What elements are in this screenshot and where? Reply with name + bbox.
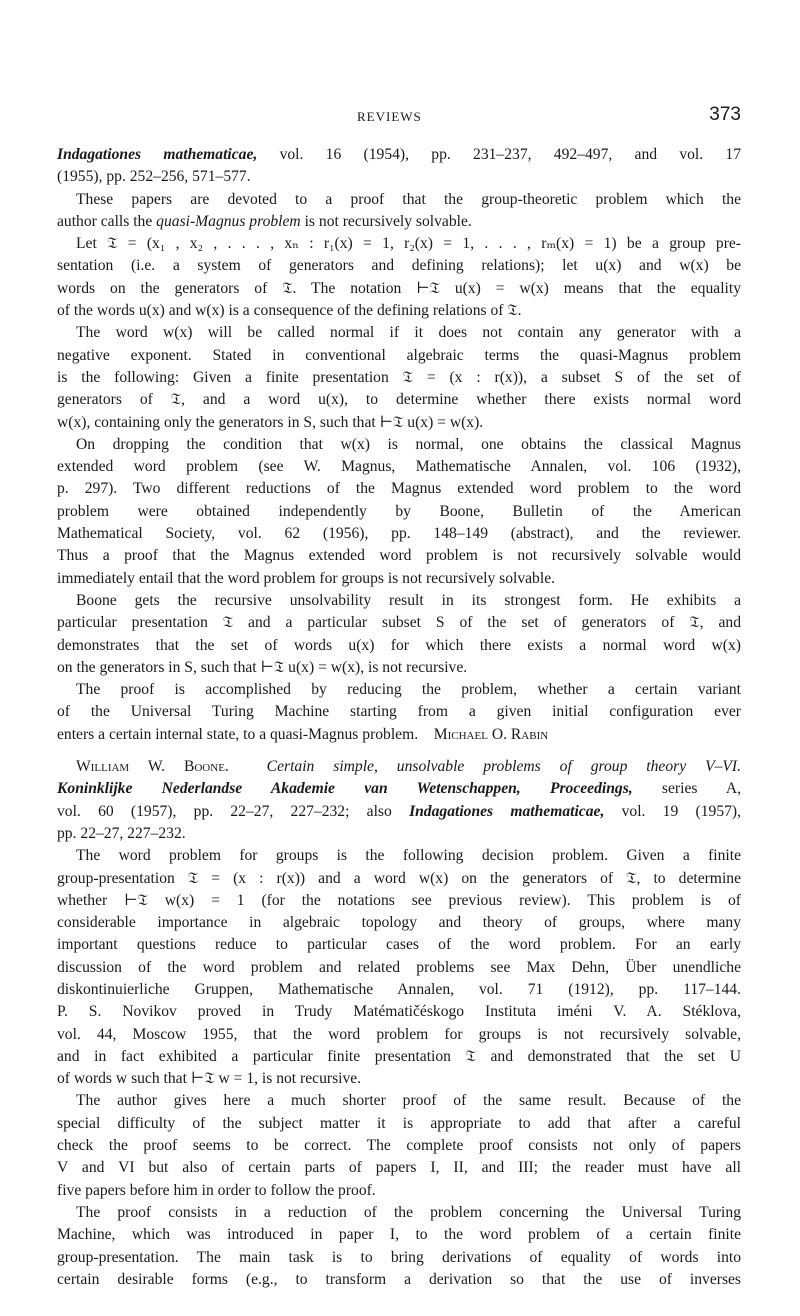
- paragraph-line: considerable importance in algebraic topology and theory of groups, where many: [57, 914, 741, 932]
- paragraph-line: of the Universal Turing Machine starting from a given initial configuration ever: [57, 703, 741, 721]
- paragraph-line: The proof consists in a reduction of the problem concerning the Universal Turing: [76, 1203, 741, 1221]
- paragraph-line: group-presentation. The main task is to bring derivations of equality of words into: [57, 1248, 741, 1266]
- paragraph-line: on the generators in S, such that ⊢𝔗 u(x) = w(x), is not recursive.: [57, 658, 468, 676]
- paragraph-line: certain desirable forms (e.g., to transform a derivation so that the use of inverses: [57, 1270, 741, 1288]
- journal-title: Indagationes mathematicae,: [57, 146, 258, 163]
- paragraph-line: Let 𝔗 = (x₁ , x₂ , . . . , xₙ : r₁(x) = 1, r₂(x) = 1, . . . , rₘ(x) = 1) be a group pre-: [76, 235, 741, 253]
- paragraph-line: demonstrates that the set of words u(x) for which there exists a normal word w(x): [57, 636, 741, 654]
- paragraph-line: vol. 44, Moscow 1955, that the word problem for groups is not recursively solvable,: [57, 1025, 741, 1043]
- running-title: REVIEWS: [357, 109, 422, 124]
- paragraph-line: The word w(x) will be called normal if it does not contain any generator with a: [76, 324, 741, 342]
- review2-citation-line: vol. 60 (1957), pp. 22–27, 227–232; also Indagationes mathematicae, vol. 19 (1957),: [57, 802, 742, 820]
- paragraph-line: five papers before him in order to follow the proof.: [57, 1181, 376, 1199]
- paragraph-line: P. S. Novikov proved in Trudy Matématičéskogo Instituta iméni V. A. Stéklova,: [57, 1003, 741, 1021]
- paragraph-line: particular presentation 𝔗 and a particular subset S of the set of generators of 𝔗, and: [57, 614, 741, 632]
- review2-heading: [57, 756, 741, 778]
- paragraph-line: important questions reduce to particular cases of the word problem. For an early: [57, 936, 741, 954]
- paragraph-line: Machine, which was introduced in paper I, to the word problem of a certain finite: [57, 1226, 741, 1244]
- paragraph-line: negative exponent. Stated in conventional algebraic terms the quasi-Magnus problem: [57, 346, 741, 364]
- paragraph-line: discussion of the word problem and related problems see Max Dehn, Über unendliche: [57, 958, 741, 976]
- body-text: [57, 144, 741, 1291]
- emphasized-term: quasi-Magnus problem: [156, 212, 301, 230]
- paragraph-line: The word problem for groups is the following decision problem. Given a finite: [76, 847, 741, 865]
- paragraph-line: group-presentation 𝔗 = (x : r(x)) and a word w(x) on the generators of 𝔗, to determine: [57, 869, 741, 887]
- journal-title: Indagationes mathematicae,: [409, 802, 605, 820]
- review-title: Certain simple, unsolvable problems of group theory V–VI.: [266, 758, 742, 776]
- paragraph-line: is the following: Given a finite presentation 𝔗 = (x : r(x)), a subset S of the set of: [57, 368, 741, 386]
- paragraph-line: extended word problem (see W. Magnus, Mathematische Annalen, vol. 106 (1932),: [57, 458, 741, 476]
- paragraph-line-with-signature: enters a certain internal state, to a quasi-Magnus problem. Michael O. Rabin: [57, 725, 549, 743]
- paragraph-line: On dropping the condition that w(x) is normal, one obtains the classical Magnus: [76, 435, 741, 453]
- review2-citation-line: Koninklijke Nederlandse Akademie van Wetenschappen, Proceedings, series A,: [57, 780, 741, 798]
- paragraph-line: Mathematical Society, vol. 62 (1956), pp. 148–149 (abstract), and the reviewer.: [57, 525, 741, 543]
- paragraph-line: generators of 𝔗, and a word u(x), to determine whether there exists normal word: [57, 391, 741, 409]
- paragraph-line: The author gives here a much shorter proof of the same result. Because of the: [76, 1092, 741, 1110]
- review1-citation-line: (1955), pp. 252–256, 571–577.: [57, 168, 251, 186]
- reviewer-signature: Michael O. Rabin: [433, 725, 549, 743]
- review2-citation-line: pp. 22–27, 227–232.: [57, 824, 186, 842]
- paragraph-line: The proof is accomplished by reducing the problem, whether a certain variant: [76, 681, 741, 699]
- paragraph-line: p. 297). Two different reductions of the Magnus extended word problem to the word: [57, 480, 741, 498]
- paragraph-line: Thus a proof that the Magnus extended word problem is not recursively solvable would: [57, 547, 741, 565]
- paragraph-line: of words w such that ⊢𝔗 w = 1, is not recursive.: [57, 1070, 362, 1088]
- paragraph-line: sentation (i.e. a system of generators and defining relations); let u(x) and w(x) be: [57, 257, 741, 275]
- paragraph-line: author calls the quasi-Magnus problem is not recursively solvable.: [57, 212, 472, 230]
- journal-title: Koninklijke Nederlandse Akademie van Wetenschappen, Proceedings,: [57, 780, 633, 798]
- paragraph-line: Boone gets the recursive unsolvability result in its strongest form. He exhibits a: [76, 591, 741, 609]
- paragraph-line: V and VI but also of certain parts of papers I, II, and III; the reader must have all: [57, 1159, 741, 1177]
- paragraph-line: special difficulty of the subject matter it is appropriate to add that after a careful: [57, 1114, 741, 1132]
- paragraph-line: w(x), containing only the generators in S, such that ⊢𝔗 u(x) = w(x).: [57, 413, 484, 431]
- page-number: 373: [709, 104, 741, 125]
- paragraph-line: and in fact exhibited a particular finite presentation 𝔗 and demonstrated that the set U: [57, 1047, 741, 1065]
- review1-citation-line: Indagationes mathematicae, vol. 16 (1954), pp. 231–237, 492–497, and vol. 17: [57, 146, 741, 163]
- paragraph-line: check the proof seems to be correct. The complete proof consists not only of papers: [57, 1137, 741, 1155]
- paragraph-line: of the words u(x) and w(x) is a consequence of the defining relations of 𝔗.: [57, 302, 522, 320]
- paragraph-line: diskontinuierliche Gruppen, Mathematische Annalen, vol. 71 (1912), pp. 117–144.: [57, 980, 741, 998]
- review-author: William W. Boone.: [76, 758, 229, 776]
- review-separator: [57, 746, 741, 756]
- paragraph-line: whether ⊢𝔗 w(x) = 1 (for the notations see previous review). This problem is of: [57, 891, 741, 909]
- paragraph-line: immediately entail that the word problem for groups is not recursively solvable.: [57, 569, 556, 587]
- running-head: [57, 106, 741, 130]
- paragraph-line: words on the generators of 𝔗. The notation ⊢𝔗 u(x) = w(x) means that the equality: [57, 279, 741, 297]
- paragraph-line: problem were obtained independently by Boone, Bulletin of the American: [57, 502, 741, 520]
- paragraph-line: These papers are devoted to a proof that the group-theoretic problem which the: [76, 190, 741, 208]
